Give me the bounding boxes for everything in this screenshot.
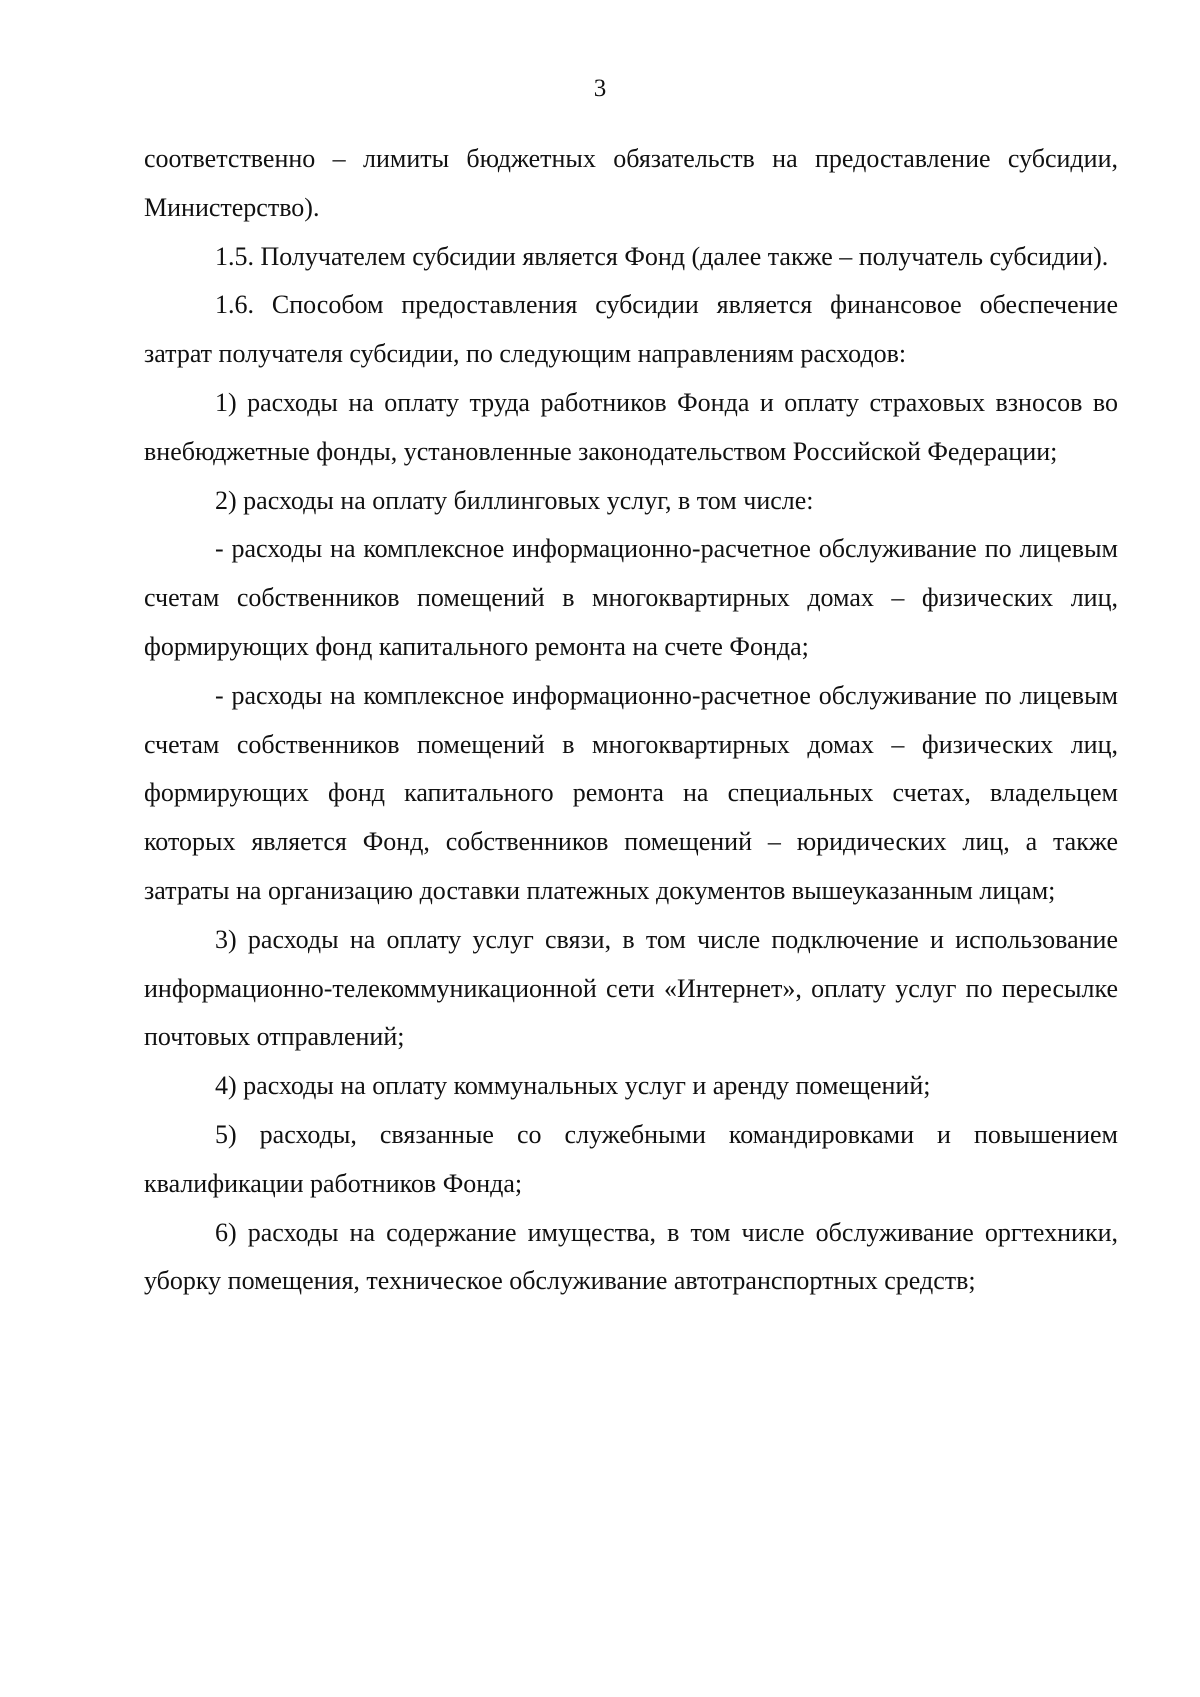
page-number: 3	[593, 75, 607, 102]
list-item-6-property-maintenance: 6) расходы на содержание имущества, в том числе обслуживание оргтехники, уборку помещения, техническое обслуживание автотранспортных средств;	[144, 1217, 1118, 1296]
paragraph-1-5-recipient: 1.5. Получателем субсидии является Фонд (далее также – получатель субсидии).	[215, 241, 1109, 271]
list-item-4-utilities-rent: 4) расходы на оплату коммунальных услуг и аренду помещений;	[215, 1071, 931, 1101]
paragraph-1-6-method: 1.6. Способом предоставления субсидии является финансовое обеспечение затрат получателя субсидии, по следующим направлениям расходов:	[144, 290, 1118, 369]
list-item-2-billing-services: 2) расходы на оплату биллинговых услуг, в том числе:	[215, 485, 814, 515]
sub-item-billing-fund-account: - расходы на комплексное информационно-расчетное обслуживание по лицевым счетам собственников помещений в многоквартирных домах – физических лиц, формирующих фонд капитального ремонта на счете Фонда;	[144, 534, 1118, 661]
paragraph-continuation: соответственно – лимиты бюджетных обязательств на предоставление субсидии, Министерство).	[144, 144, 1118, 222]
list-item-1-labor-costs: 1) расходы на оплату труда работников Фонда и оплату страховых взносов во внебюджетные фонды, установленные законодательством Российской Федерации;	[144, 387, 1118, 466]
list-item-3-communication: 3) расходы на оплату услуг связи, в том числе подключение и использование информационно-телекоммуникационной сети «Интернет», оплату услуг по пересылке почтовых отправлений;	[144, 924, 1118, 1052]
list-item-5-business-trips: 5) расходы, связанные со служебными командировками и повышением квалификации работников Фонда;	[144, 1119, 1118, 1198]
document-body	[144, 135, 1118, 1306]
sub-item-billing-special-accounts: - расходы на комплексное информационно-расчетное обслуживание по лицевым счетам собственников помещений в многоквартирных домах – физических лиц, формирующих фонд капитального ремонта на специальных счетах, владельцем которых является Фонд, собственников помещений – юридических лиц, а также затраты на организацию доставки платежных документов вышеуказанным лицам;	[144, 680, 1118, 905]
